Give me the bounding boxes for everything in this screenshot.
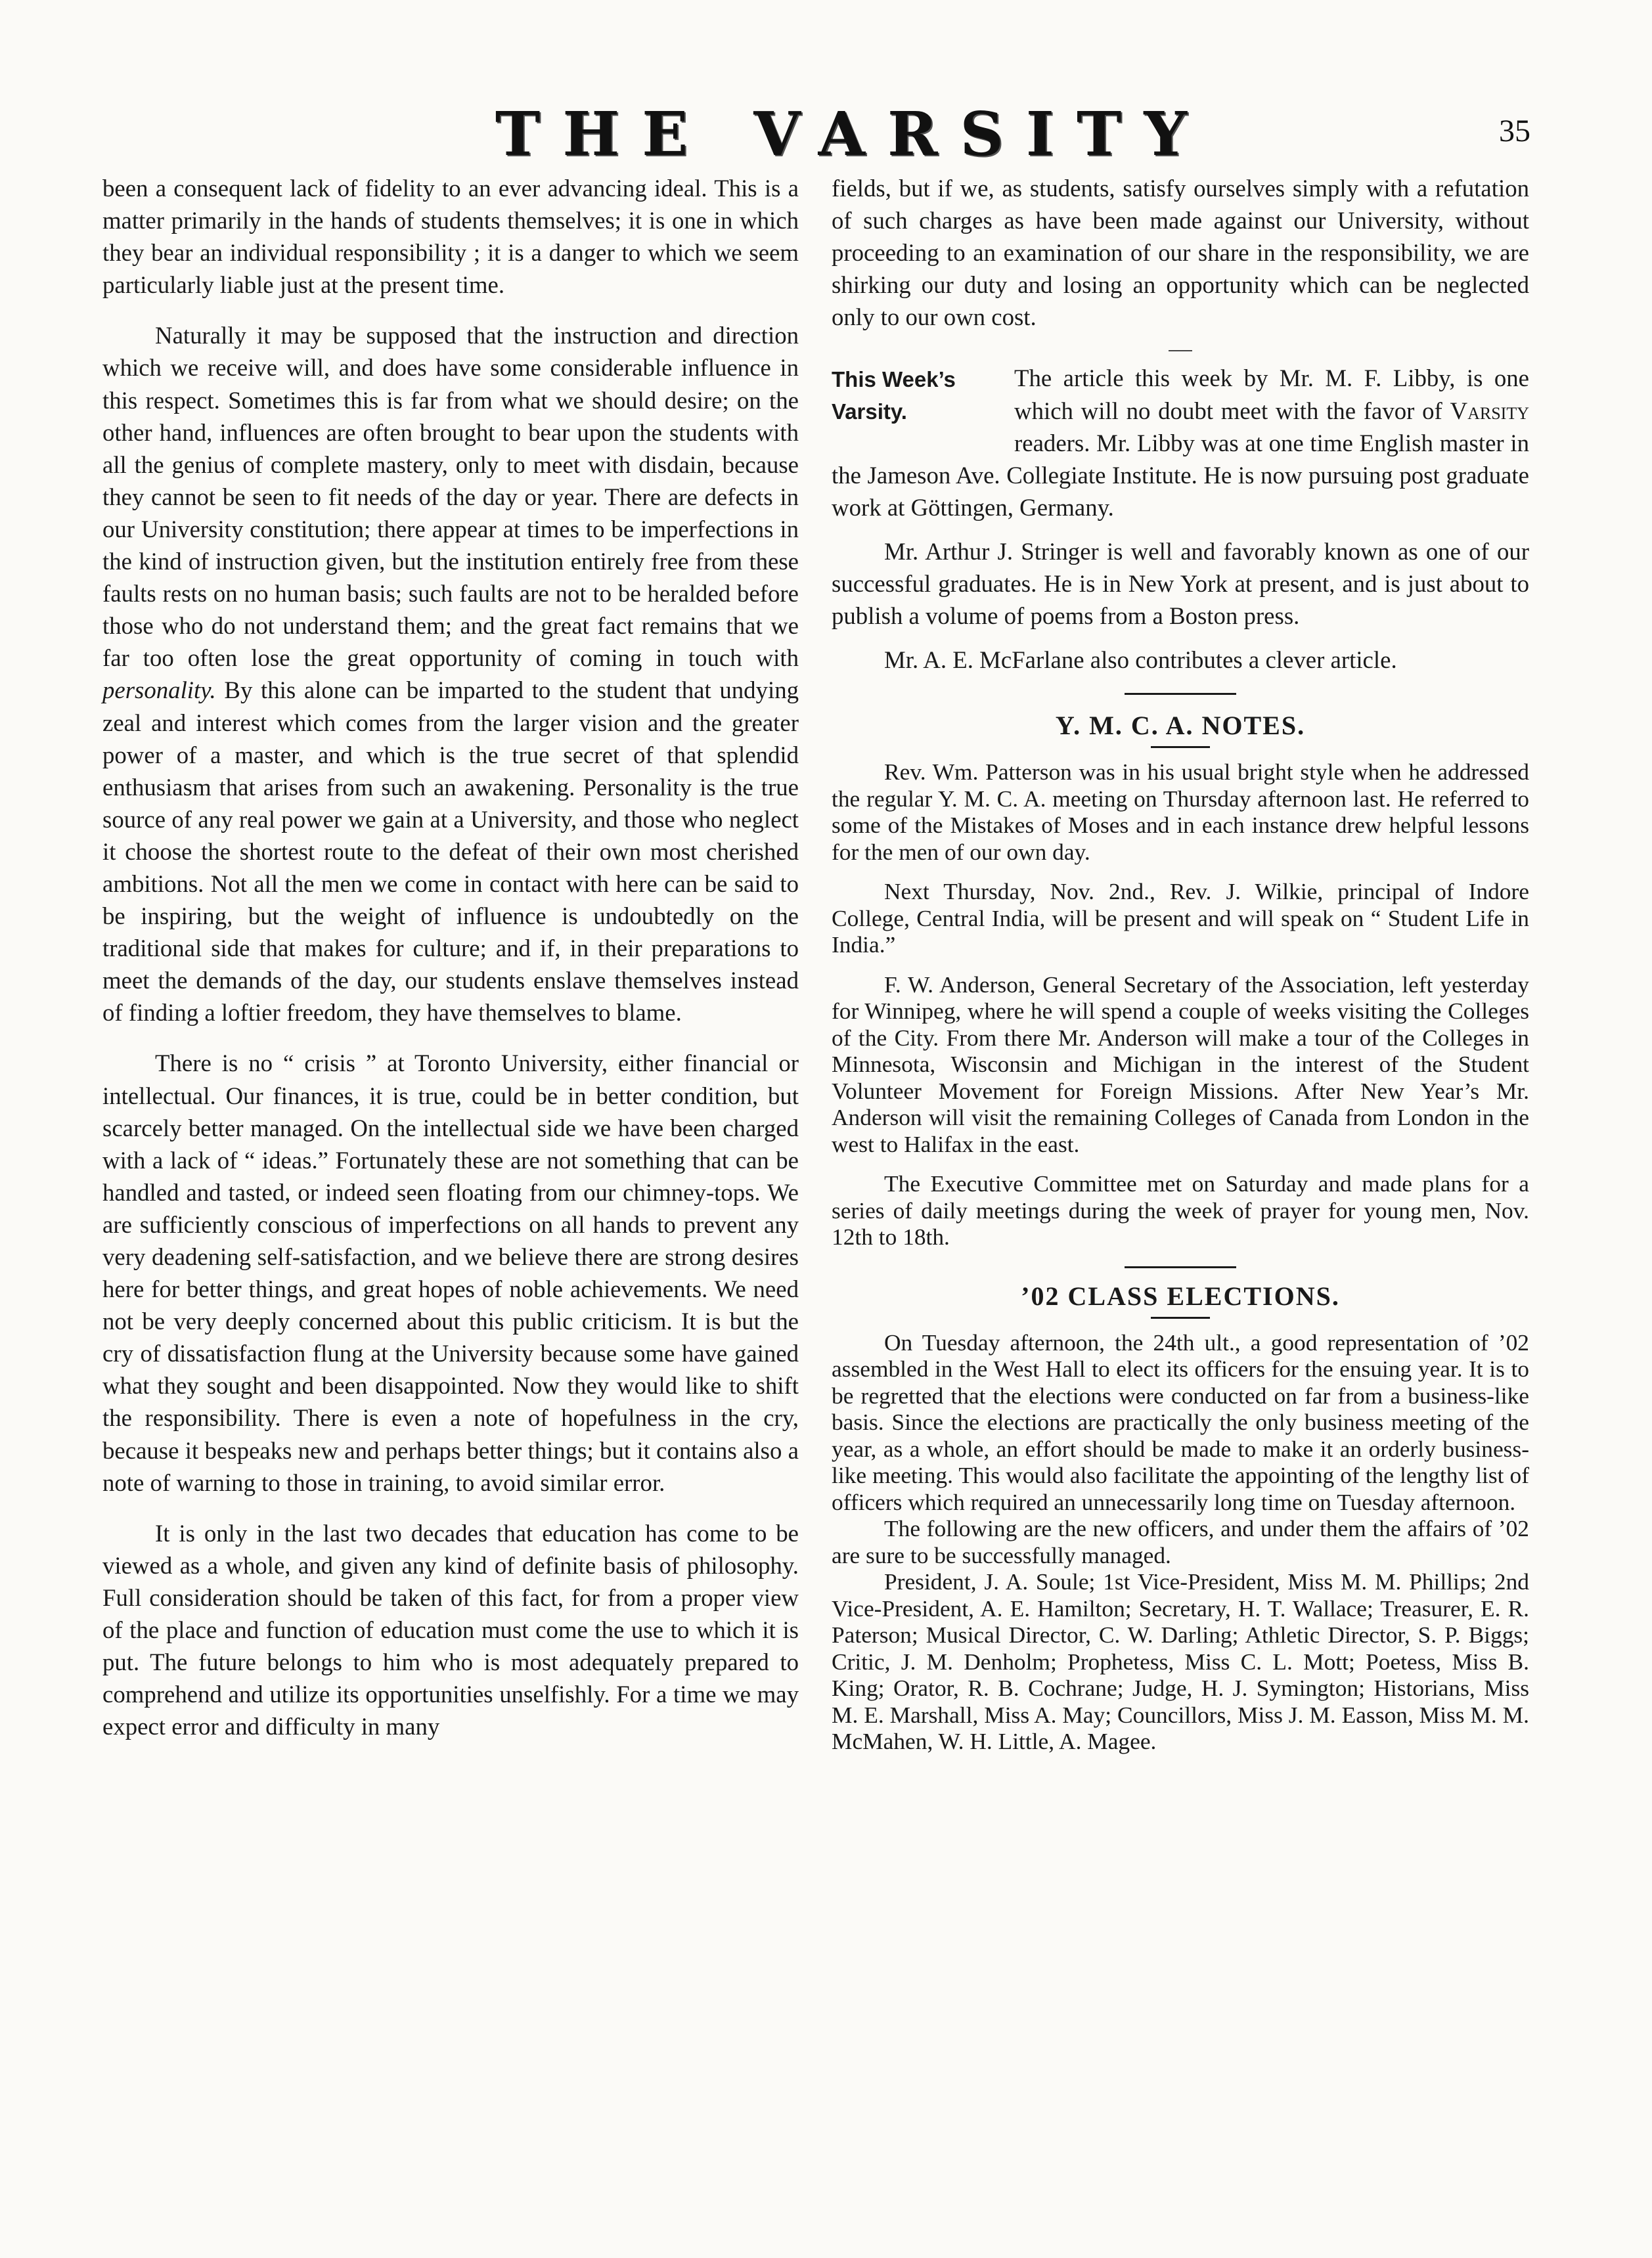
varsity-name: Varsity — [1450, 397, 1529, 424]
editorial-section — [832, 362, 1529, 676]
section-title-class-elections: ’02 CLASS ELECTIONS. — [1021, 1281, 1340, 1311]
paragraph — [102, 319, 799, 1029]
page-number: 35 — [1499, 114, 1530, 148]
paragraph: It is only in the last two decades that education has come to be viewed as a whole, and given any kind of definite basis of philosophy. Full consideration should be taken of this fact, for from a proper view of the place and function of education must come the use to which it is put. The future belongs to him who is most adequately prepared to comprehend and utilize its opportunities unselfishly. For a time we may expect error and difficulty in many — [102, 1519, 799, 1740]
left-column — [102, 172, 799, 1742]
section-rule — [1151, 1317, 1210, 1319]
paragraph-text: readers. Mr. Libby was at one time English master in the Jameson Ave. Collegiate Institute. He is now pursuing post graduate work at Göttingen, Germany. — [832, 429, 1529, 521]
emphasis-text: personality. — [102, 676, 216, 704]
newspaper-title: THE VARSITY — [495, 99, 1210, 169]
section-rule — [1125, 693, 1236, 695]
paragraph-text: By this alone can be imparted to the student that undying zeal and interest which comes from the larger vision and the greater power of a master, and which is the true secret of that splendid enthusiasm that arises from such an awakening. Personality is the true source of any real power we gain at a University, and those who neglect it choose the shortest route to the defeat of their own most cherished ambitions. Not all the men we come in contact with here can be said to be inspiring, but the weight of influence is undoubtedly on the traditional side that makes for culture; and if, in their preparations to meet the demands of the day, our students enslave themselves instead of finding a loftier freedom, they have themselves to blame. — [102, 676, 799, 1027]
section-rule — [1151, 746, 1210, 748]
paragraph: President, J. A. Soule; 1st Vice-President, Miss M. M. Phillips; 2nd Vice-President, A. E. Hamilton; Secretary, H. T. Wallace; Treasurer, E. R. Paterson; Musical Director, C. W. Darling; Athletic Director, S. P. Biggs; Critic, J. M. Denholm; Prophetess, Miss C. L. Mott; Poetess, Miss B. King; Orator, R. B. Cochrane; Judge, H. J. Symington; Historians, Miss M. E. Marshall, Miss A. May; Councillors, Miss J. M. Easson, Miss M. M. McMahen, W. H. Little, A. Magee. — [832, 1568, 1529, 1755]
paragraph-text: The article this week by Mr. M. F. Libby, is one which will no doubt meet with the favor of — [1014, 365, 1529, 424]
paragraph: The following are the new officers, and under them the affairs of ’02 are sure to be successfully managed. — [832, 1515, 1529, 1568]
paragraph: There is no “ crisis ” at Toronto University, either financial or intellectual. Our finances, it is true, could be in better condition, but scarcely better managed. On the intellectual side we have been charged with a lack of “ ideas.” Fortunately these are not something that can be handled and tasted, or indeed seen floating from our chimney-tops. We are sufficiently conscious of imperfections on all hands to prevent any very deadening self-satisfaction, and we believe there are strong desires here for better things, and great hopes of noble achievements. We need not be very deeply concerned about this public criticism. It is but the cry of dissatisfaction flung at the University because some have gained what they sought and been disappointed. Now they would like to shift the responsibility. There is even a note of hopefulness in the cry, because it bespeaks new and perhaps better things; but it contains also a note of warning to those in training, to avoid similar error. — [102, 1050, 799, 1496]
paragraph: been a consequent lack of fidelity to an ever advancing ideal. This is a matter primarily in the hands of students themselves; it is one in which they bear an individual responsibility ; it is a danger to which we seem particularly liable just at the present time. — [102, 175, 799, 299]
masthead — [0, 99, 1652, 169]
paragraph: The Executive Committee met on Saturday and made plans for a series of daily meetings during the week of prayer for young men, Nov. 12th to 18th. — [832, 1170, 1529, 1251]
editorial-heading: This Week’s Varsity. — [832, 367, 956, 424]
right-column — [832, 172, 1529, 1755]
paragraph: Mr. A. E. McFarlane also contributes a clever article. — [884, 646, 1397, 674]
paragraph: Mr. Arthur J. Stringer is well and favorably known as one of our successful graduates. He is in New York at present, and is just about to publish a volume of poems from a Boston press. — [832, 537, 1529, 630]
paragraph: Rev. Wm. Patterson was in his usual bright style when he addressed the regular Y. M. C. A. meeting on Thursday afternoon last. He referred to some of the Mistakes of Moses and in each instance drew helpful lessons for the men of our own day. — [832, 759, 1529, 865]
section-rule — [1125, 1266, 1236, 1268]
paragraph: fields, but if we, as students, satisfy ourselves simply with a refutation of such charges as have been made against our University, without proceeding to an examination of our share in the responsibility, we are shirking our duty and losing an opportunity which can be neglected only to our own cost. — [832, 175, 1529, 331]
paragraph: F. W. Anderson, General Secretary of the Association, left yesterday for Winnipeg, where he will spend a couple of weeks visiting the Colleges of the City. From there Mr. Anderson will make a tour of the Colleges in Minnesota, Wisconsin and Michigan in the interest of the Student Volunteer Movement for Foreign Missions. After New Year’s Mr. Anderson will visit the remaining Colleges of Canada from London in the west to Halifax in the east. — [832, 971, 1529, 1157]
paragraph: Next Thursday, Nov. 2nd., Rev. J. Wilkie, principal of Indore College, Central India, will be present and will speak on “ Student Life in India.” — [832, 878, 1529, 958]
separator — [1169, 350, 1192, 351]
paragraph-text: Naturally it may be supposed that the instruction and direction which we receive will, and does have some considerable influence in this respect. Sometimes this is far from what we should desire; on the other hand, influences are often brought to bear upon the students with all the genius of complete mastery, only to meet with disdain, because they cannot be seen to fit needs of the day or year. There are defects in our University constitution; there appear at times to be imperfections in the kind of instruction given, but the institution entirely free from these faults rests on no human basis; such faults are not to be heralded before those who do not understand them; and the great fact remains that we far too often lose the great opportunity of coming in touch with — [102, 322, 799, 672]
section-title-ymca: Y. M. C. A. NOTES. — [1055, 711, 1306, 741]
paragraph: On Tuesday afternoon, the 24th ult., a good representation of ’02 assembled in the West Hall to elect its officers for the ensuing year. It is to be regretted that the elections were conducted on far from a business-like basis. Since the elections are practically the only business meeting of the year, as a whole, an effort should be made to make it an orderly business-like meeting. This would also facilitate the appointing of the lengthy list of officers which required an unnecessarily long time on Tuesday afternoon. — [832, 1329, 1529, 1515]
